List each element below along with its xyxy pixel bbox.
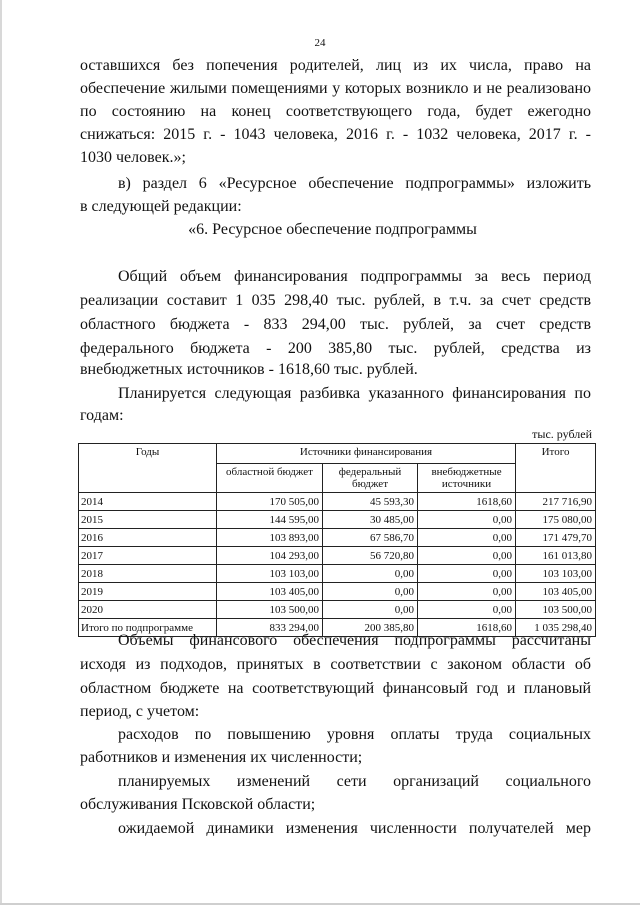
cell-total: 103 405,00 — [516, 583, 596, 601]
text-line: ожидаемой динамики изменения численности получателей мер — [118, 820, 591, 837]
cell-year: 2014 — [79, 493, 217, 511]
cell-total: 217 716,90 — [516, 493, 596, 511]
cell-regional: 170 505,00 — [217, 493, 323, 511]
cell-federal: 45 593,30 — [323, 493, 418, 511]
cell-federal: 0,00 — [323, 565, 418, 583]
cell-year: 2016 — [79, 529, 217, 547]
text-line: обеспечение жилыми помещениями у которых возникло и не реализовано — [80, 80, 591, 97]
col-header-sources: Источники финансирования — [217, 444, 516, 464]
text-line: исходя из подходов, принятых в соответствии с законом области об — [80, 656, 591, 673]
cell-regional: 833 294,00 — [217, 619, 323, 637]
table-row — [79, 547, 596, 565]
text-line: оставшихся без попечения родителей, лиц из их числа, право на — [80, 57, 591, 74]
text-line: годам: — [80, 407, 124, 424]
cell-federal: 200 385,80 — [323, 619, 418, 637]
scan-edge — [0, 0, 2, 905]
text-line: в) раздел 6 «Ресурсное обеспечение подпрограммы» изложить — [118, 175, 591, 192]
cell-year: 2018 — [79, 565, 217, 583]
text-line: период, с учетом: — [80, 703, 200, 720]
cell-regional: 103 405,00 — [217, 583, 323, 601]
table-units: тыс. рублей — [532, 427, 592, 441]
cell-regional: 103 893,00 — [217, 529, 323, 547]
cell-year: 2015 — [79, 511, 217, 529]
cell-extra: 1618,60 — [418, 619, 516, 637]
col-header-extra: внебюджетные источники — [418, 464, 516, 493]
text-line: областном бюджете на соответствующий финансовый год и плановый — [80, 680, 591, 697]
text-line: снижаться: 2015 г. - 1043 человека, 2016 г. - 1032 человека, 2017 г. - — [80, 126, 591, 143]
cell-federal: 0,00 — [323, 583, 418, 601]
cell-total: 161 013,80 — [516, 547, 596, 565]
table-row — [79, 511, 596, 529]
text-line: реализации составит 1 035 298,40 тыс. рублей, в т.ч. за счет средств — [80, 292, 591, 309]
cell-regional: 104 293,00 — [217, 547, 323, 565]
cell-total: 1 035 298,40 — [516, 619, 596, 637]
cell-federal: 67 586,70 — [323, 529, 418, 547]
col-header-years: Годы — [79, 444, 217, 493]
col-header-total: Итого — [516, 444, 596, 493]
cell-year: 2019 — [79, 583, 217, 601]
cell-extra: 0,00 — [418, 565, 516, 583]
text-line: в следующей редакции: — [80, 198, 242, 215]
text-line: Объемы финансового обеспечения подпрограммы рассчитаны — [118, 632, 591, 649]
cell-extra: 0,00 — [418, 511, 516, 529]
cell-regional: 144 595,00 — [217, 511, 323, 529]
cell-total: 171 479,70 — [516, 529, 596, 547]
table-row — [79, 565, 596, 583]
table-row — [79, 493, 596, 511]
table-row — [79, 601, 596, 619]
cell-extra: 0,00 — [418, 547, 516, 565]
text-line: областного бюджета - 833 294,00 тыс. рублей, за счет средств — [80, 316, 591, 333]
cell-federal: 56 720,80 — [323, 547, 418, 565]
cell-year: 2017 — [79, 547, 217, 565]
text-line: 1030 человек.»; — [80, 149, 186, 166]
cell-extra: 0,00 — [418, 583, 516, 601]
col-header-federal: федеральный бюджет — [323, 464, 418, 493]
text-line: обслуживания Псковской области; — [80, 796, 316, 813]
cell-extra: 1618,60 — [418, 493, 516, 511]
text-line: работников и изменения их численности; — [80, 749, 363, 766]
text-line: федерального бюджета - 200 385,80 тыс. рублей, средства из — [80, 340, 591, 357]
text-line: планируемых изменений сети организаций социального — [118, 773, 591, 790]
table-row — [79, 583, 596, 601]
cell-total: 103 103,00 — [516, 565, 596, 583]
cell-federal: 30 485,00 — [323, 511, 418, 529]
cell-extra: 0,00 — [418, 529, 516, 547]
cell-regional: 103 103,00 — [217, 565, 323, 583]
text-line: внебюджетных источников - 1618,60 тыс. рублей. — [80, 361, 418, 378]
section-heading: «6. Ресурсное обеспечение подпрограммы — [188, 221, 477, 238]
col-header-regional: областной бюджет — [217, 464, 323, 493]
cell-year: Итого по подпрограмме — [79, 619, 217, 637]
financing-table — [78, 443, 596, 637]
cell-regional: 103 500,00 — [217, 601, 323, 619]
text-line: Общий объем финансирования подпрограммы за весь период — [118, 268, 591, 285]
text-line: по состоянию на конец соответствующего года, будет ежегодно — [80, 103, 591, 120]
cell-federal: 0,00 — [323, 601, 418, 619]
cell-total: 103 500,00 — [516, 601, 596, 619]
table-row — [79, 529, 596, 547]
text-line: расходов по повышению уровня оплаты труда социальных — [118, 726, 591, 743]
cell-extra: 0,00 — [418, 601, 516, 619]
page-number: 24 — [314, 37, 326, 49]
text-line: Планируется следующая разбивка указанного финансирования по — [118, 385, 591, 402]
cell-total: 175 080,00 — [516, 511, 596, 529]
cell-year: 2020 — [79, 601, 217, 619]
